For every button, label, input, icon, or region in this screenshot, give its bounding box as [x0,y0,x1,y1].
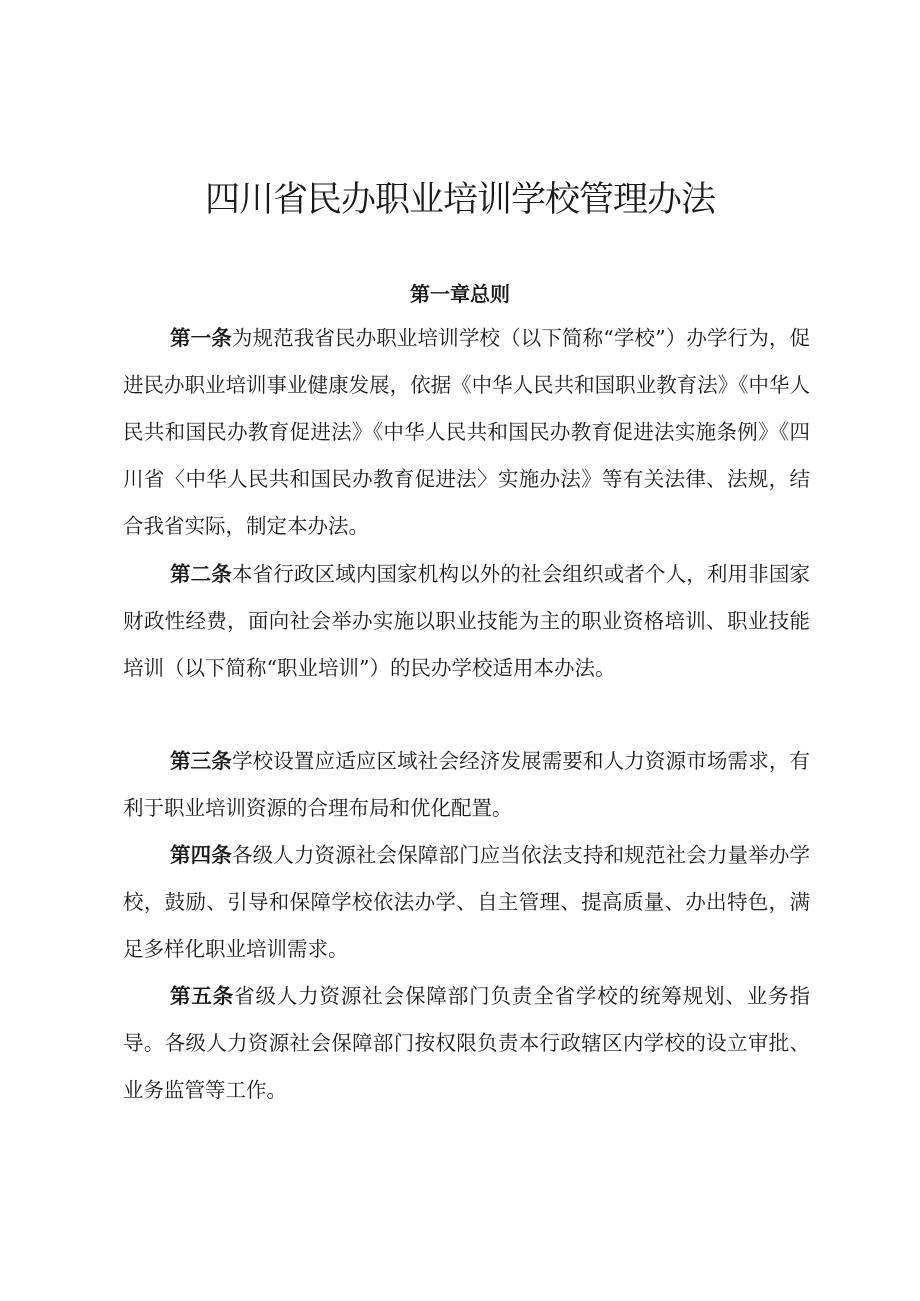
article-text: 各级人力资源社会保障部门应当依法支持和规范社会力量举办学校，鼓励、引导和保障学校依法办学、自主管理、提高质量、办出特色，满足多样化职业培训需求。 [123,843,811,961]
article-label: 第二条 [170,562,232,586]
article-text: 为规范我省民办职业培训学校（以下简称“学校”）办学行为，促进民办职业培训事业健康发展，依据《中华人民共和国职业教育法》《中华人民共和国民办教育促进法》《中华人民共和国民办教育促进法实施条例》《四川省〈中华人民共和国民办教育促进法〉实施办法》等有关法律、法规，结合我省实际，制定本办法。 [123,326,810,538]
article-label: 第五条 [170,984,235,1008]
article-label: 第三条 [170,749,232,773]
article-3 [123,738,810,832]
article-2 [123,551,810,692]
article-text: 本省行政区域内国家机构以外的社会组织或者个人，利用非国家财政性经费，面向社会举办实施以职业技能为主的职业资格培训、职业技能培训（以下简称“职业培训”）的民办学校适用本办法。 [123,562,811,680]
chapter-title: 第一章总则 [410,282,510,306]
article-1 [123,315,810,550]
article-text: 学校设置应适应区域社会经济发展需要和人力资源市场需求，有利于职业培训资源的合理布局和优化配置。 [123,749,811,820]
article-5 [123,973,810,1114]
article-label: 第四条 [170,843,232,867]
article-4 [123,832,810,973]
article-text: 省级人力资源社会保障部门负责全省学校的统筹规划、业务指导。各级人力资源社会保障部门按权限负责本行政辖区内学校的设立审批、业务监管等工作。 [123,984,811,1102]
article-label: 第一条 [170,326,232,350]
document-title: 四川省民办职业培训学校管理办法 [204,180,715,220]
